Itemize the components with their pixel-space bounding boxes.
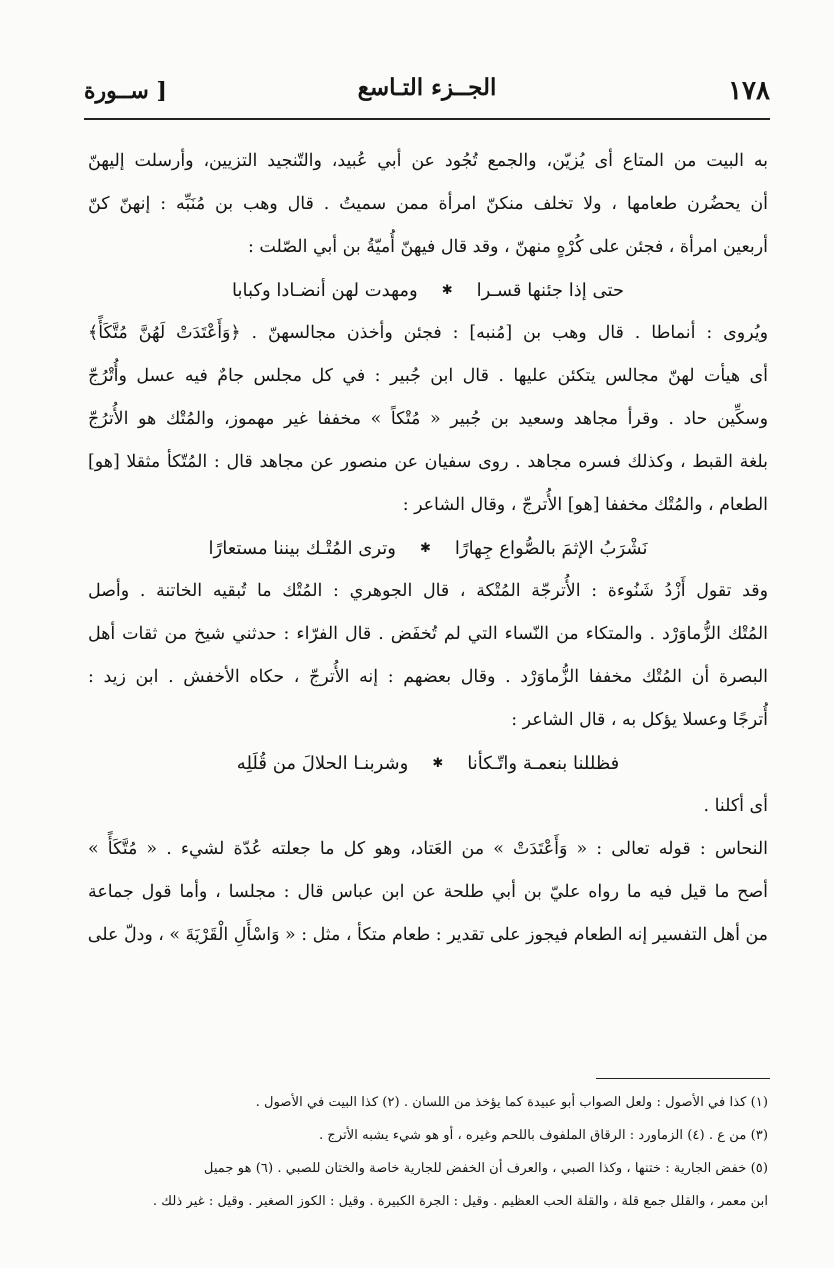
footnote-rule (596, 1078, 770, 1079)
verse-hemistich: وترى المُتْـك بيننا مستعارًا (208, 538, 396, 559)
verse-separator-star: ✱ (441, 283, 453, 298)
text-line: أربعين امرأة ، فجئن على كُرْهٍ منهنّ ، وقد قال فيهنّ أُميّةُ بن أبي الصّلت : (247, 237, 768, 257)
text-line: بلغة القبط ، وكذلك فسره مجاهد . روى سفيان عن منصور عن مجاهد قال : المُتّكأ مثقلا [هو] (88, 452, 768, 472)
footnotes (88, 1086, 768, 1218)
text-line: وقد تقول أَزْدُ شَنُوءة : الأُترجّة المُتْكة ، قال الجوهري : المُتْك ما تُبقيه الخاتنة . وأصل (88, 581, 768, 601)
header-rule (84, 118, 770, 120)
footnote-line: (٥) خفض الجارية : ختنها ، وكذا الصبي ، والعرف أن الخفض للجارية خاصة والختان للصبي . (٦) هو جميل (203, 1161, 768, 1176)
main-text (88, 140, 768, 957)
text-line: به البيت من المتاع أى يُزيّن، والجمع تُجُود عن أبي عُبيد، والتّنجيد التزيين، وأرسلت إليهنّ (88, 151, 768, 171)
text-line: أصح ما قيل فيه ما رواه عليّ بن أبي طلحة عن ابن عباس قال : مجلسا ، وأما قول جماعة (88, 882, 768, 902)
verse-hemistich: ومهدت لهن أنضـادا وكبابا (231, 280, 418, 301)
verse-hemistich: حتى إذا جئنها قسـرا (476, 280, 625, 301)
page-number: ١٧٨ (728, 76, 770, 106)
text-line: المُتْك الزُّماوَرْد . والمتكاء من النّساء التي لم تُخفَض . قال الفرّاء : حدثني شيخ من ثقات أهل (88, 624, 768, 644)
footnote-line: (٣) من ع . (٤) الزماورد : الرقاق الملفوف باللحم وغيره ، أو هو شيء يشبه الأترج . (318, 1128, 768, 1143)
text-line: أُترجًا وعسلا يؤكل به ، قال الشاعر : (511, 710, 768, 730)
text-line: الطعام ، والمُتْك مخففا [هو] الأُترجّ ، وقال الشاعر : (402, 495, 768, 515)
verse-couplet (88, 742, 768, 785)
text-line: ويُروى : أنماطا . قال وهب بن [مُنبه] : فجئن وأخذن مجالسهنّ . ﴿وَأَعْتَدَتْ لَهُنَّ مُتَّكَأً﴾ (88, 323, 768, 343)
verse-couplet (88, 527, 768, 570)
text-line: من أهل التفسير إنه الطعام فيجوز على تقدير : طعام متكأ ، مثل : « وَاسْأَلِ الْقَرْيَةَ » ، ودلّ على (88, 925, 768, 945)
verse-separator-star: ✱ (419, 541, 431, 556)
text-line: النحاس : قوله تعالى : « وَأَعْتَدَتْ » من العَتاد، وهو كل ما جعلته عُدّة لشيء . « مُتَّكَأً » (88, 839, 768, 859)
verse-couplet (88, 269, 768, 312)
text-line: وسكِّين حاد . وقرأ مجاهد وسعيد بن جُبير « مُتْكاً » مخففا غير مهموز، والمُتْك هو الأُترُجّ (88, 409, 768, 429)
footnote-line: ابن معمر ، والقلل جمع قلة ، والقلة الحب العظيم . وقيل : الجرة الكبيرة . وقيل : الكوز الصغير . وقيل : غير ذلك . (152, 1194, 768, 1209)
text-line: أى أكلنا . (703, 796, 768, 816)
verse-separator-star: ✱ (432, 756, 444, 771)
surah-label: [ ســورة (84, 78, 167, 104)
footnote-line: (١) كذا في الأصول : ولعل الصواب أبو عبيدة كما يؤخذ من اللسان . (٢) كذا البيت في الأصول . (255, 1095, 768, 1110)
running-title: الجــزء التـاسع (357, 74, 497, 101)
verse-hemistich: نَشْرَبُ الإثمَ بالصُّواع جِهارًا (454, 538, 648, 559)
page-header (84, 68, 770, 114)
verse-hemistich: فظللنا بنعمـة واتّـكأنا (467, 753, 620, 774)
verse-hemistich: وشربنـا الحلالَ من قُلَلِه (236, 753, 409, 774)
text-line: البصرة أن المُتْك مخففا الزُّماوَرْد . وقال بعضهم : إنه الأُترجّ ، حكاه الأخفش . ابن زيد : (88, 667, 768, 687)
text-line: أى هيأت لهنّ مجالس يتكئن عليها . قال ابن جُبير : في كل مجلس جامٌ فيه عسل وأُتْرُجّ (88, 366, 768, 386)
text-line: أن يحضُرن طعامها ، ولا تخلف منكنّ امرأة ممن سميتُ . قال وهب بن مُنَبِّه : إنهنّ كنّ (88, 194, 768, 214)
